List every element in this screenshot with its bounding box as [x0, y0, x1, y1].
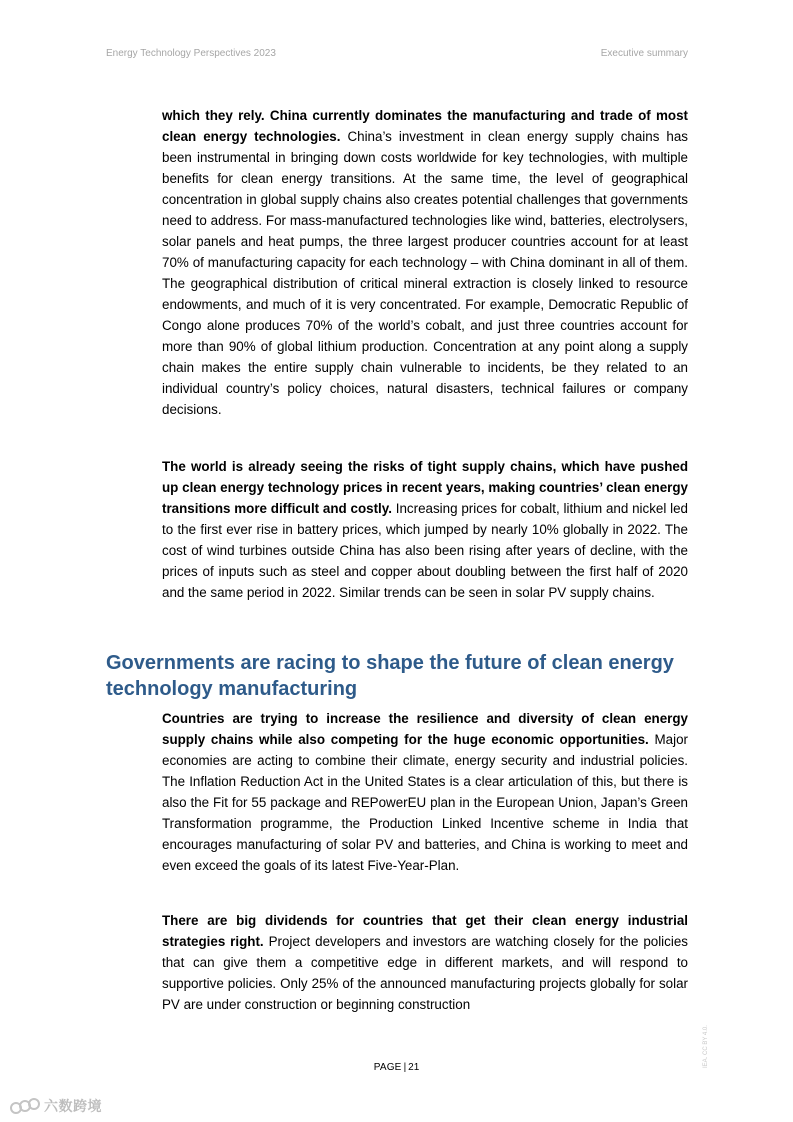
- page-number: 21: [408, 1062, 420, 1073]
- page-separator: |: [403, 1062, 407, 1073]
- chapter-title: Executive summary: [600, 48, 688, 59]
- paragraph-lead: Countries are trying to increase the resilience and diversity of clean energy supply chains while also competing for the huge economic opportunities.: [162, 711, 688, 747]
- running-header: [106, 48, 688, 62]
- paragraph-china-dominance: [162, 105, 688, 420]
- watermark-text: 六数跨境: [44, 1098, 102, 1114]
- license-note: [700, 1018, 714, 1068]
- paragraph-lead: The world is already seeing the risks of tight supply chains, which have pushed up clean energy technology prices in recent years, making countries’ clean energy transitions more difficult and costly.: [162, 459, 688, 516]
- paragraph-body: China’s investment in clean energy supply chains has been instrumental in bringing down costs worldwide for key technologies, with multiple benefits for clean energy transitions. At the same time, the level of geographical concentration in global supply chains also creates potential challenges that governments need to address. For mass-manufactured technologies like wind, batteries, electrolysers, solar panels and heat pumps, the three largest producer countries account for at least 70% of manufacturing capacity for each technology – with China dominant in all of them. The geographical distribution of critical mineral extraction is closely linked to resource endowments, and much of it is very concentrated. For example, Democratic Republic of Congo alone produces 70% of the world’s cobalt, and just three countries account for more than 90% of global lithium production. Concentration at any point along a supply chain makes the entire supply chain vulnerable to incidents, be they related to an individual country’s policy choices, natural disasters, technical failures or company decisions.: [162, 129, 689, 417]
- report-title: Energy Technology Perspectives 2023: [106, 48, 276, 59]
- page-footer: [0, 1062, 793, 1073]
- section-heading: Governments are racing to shape the future of clean energy technology manufacturing: [106, 652, 674, 700]
- watermark: [10, 1095, 102, 1117]
- paragraph-body: Increasing prices for cobalt, lithium and nickel led to the first ever rise in battery prices, which jumped by nearly 10% globally in 2022. The cost of wind turbines outside China has also been rising after years of decline, with the prices of inputs such as steel and copper about doubling between the first half of 2020 and the same period in 2022. Similar trends can be seen in solar PV supply chains.: [162, 501, 689, 600]
- paragraph-lead: There are big dividends for countries that get their clean energy industrial strategies right.: [162, 913, 688, 949]
- watermark-logo-icon: [10, 1097, 40, 1115]
- paragraph-supply-chain-risks: [162, 456, 688, 603]
- page-label: PAGE: [373, 1062, 402, 1073]
- paragraph-resilience-diversity: [162, 708, 688, 876]
- license-text: IEA. CC BY 4.0.: [703, 1025, 709, 1068]
- paragraph-body: Major economies are acting to combine their climate, energy security and industrial policies. The Inflation Reduction Act in the United States is a clear articulation of this, but there is also the Fit for 55 package and REPowerEU plan in the European Union, Japan’s Green Transformation programme, the Production Linked Incentive scheme in India that encourages manufacturing of solar PV and batteries, and China is working to meet and even exceed the goals of its latest Five-Year-Plan.: [162, 732, 688, 873]
- paragraph-lead: which they rely. China currently dominates the manufacturing and trade of most clean energy technologies.: [162, 108, 688, 144]
- paragraph-body: Project developers and investors are watching closely for the policies that can give them a competitive edge in different markets, and will respond to supportive policies. Only 25% of the announced manufacturing projects globally for solar PV are under construction or beginning construction: [162, 934, 688, 1012]
- paragraph-industrial-strategies: [162, 910, 688, 1015]
